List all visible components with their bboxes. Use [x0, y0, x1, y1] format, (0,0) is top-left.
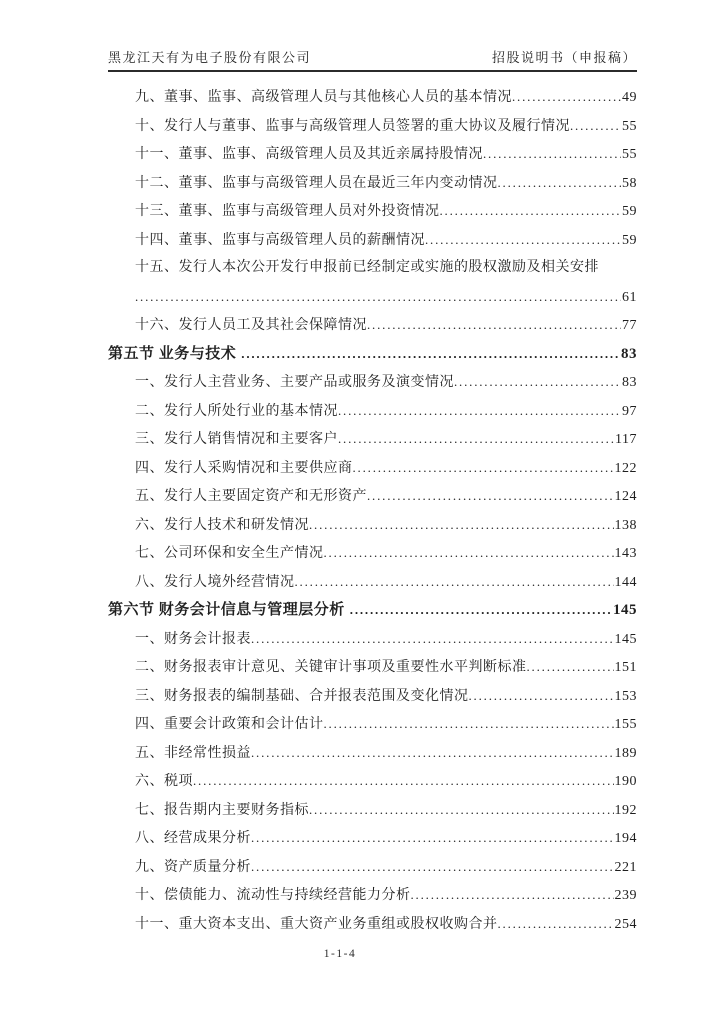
toc-entry-title: 一、财务会计报表 [135, 631, 251, 647]
toc-entry-title: 七、公司环保和安全生产情况 [135, 546, 324, 561]
toc-entry[interactable] [108, 710, 637, 739]
toc-entry-title: 第五节 业务与技术 [108, 345, 237, 362]
toc-entry-page-number: 138 [614, 517, 637, 533]
toc-entry-title: 三、发行人销售情况和主要客户 [135, 432, 338, 447]
toc-entry-page-number: 254 [614, 916, 637, 932]
toc-entry[interactable] [108, 682, 637, 711]
toc-entry-continuation[interactable] [108, 283, 637, 312]
toc-entry-title: 十二、董事、监事与高级管理人员在最近三年内变动情况 [135, 175, 498, 191]
toc-entry[interactable] [108, 397, 637, 426]
toc-entry-page-number: 153 [614, 688, 637, 704]
toc-entry-title: 八、发行人境外经营情况 [135, 574, 295, 590]
toc-entry-title: 二、发行人所处行业的基本情况 [135, 403, 338, 419]
toc-entry-page-number: 55 [622, 118, 637, 134]
toc-entry[interactable] [108, 881, 637, 910]
toc-entry-title: 二、财务报表审计意见、关键审计事项及重要性水平判断标准 [135, 660, 527, 675]
dot-leader [324, 539, 614, 569]
header-company-name: 黑龙江天有为电子股份有限公司 [108, 50, 312, 65]
toc-entry[interactable] [108, 739, 637, 768]
toc-entry-page-number: 189 [614, 745, 637, 761]
toc-entry-page-number: 97 [622, 403, 637, 419]
dot-leader [241, 340, 620, 369]
toc-entry-title: 十六、发行人员工及其社会保障情况 [135, 318, 367, 333]
toc-entry-page-number: 55 [622, 147, 637, 162]
dot-leader [295, 568, 614, 598]
toc-entry[interactable] [108, 226, 637, 255]
header-doc-type: 招股说明书（申报稿） [491, 50, 637, 65]
toc-entry-page-number: 192 [614, 802, 637, 818]
page-footer [0, 948, 680, 960]
toc-entry[interactable] [108, 112, 637, 141]
toc-entry-title: 十、发行人与董事、监事与高级管理人员签署的重大协议及履行情况 [135, 118, 570, 134]
toc-entry-title: 四、重要会计政策和会计估计 [135, 717, 324, 732]
toc-entry[interactable] [108, 853, 637, 882]
toc-entry-page-number: 83 [622, 375, 637, 390]
toc-entry-page-number: 122 [614, 460, 637, 476]
toc-entry[interactable] [108, 910, 637, 939]
toc-entry-title: 第六节 财务会计信息与管理层分析 [108, 602, 345, 618]
toc-entry-page-number: 83 [621, 345, 637, 362]
toc-entry[interactable] [108, 311, 637, 340]
toc-entry[interactable] [108, 568, 637, 597]
dot-leader [135, 283, 621, 313]
toc-entry-page-number: 59 [622, 204, 637, 219]
dot-leader [570, 112, 621, 142]
dot-leader [469, 682, 614, 712]
toc-entry[interactable] [108, 425, 637, 454]
dot-leader [367, 311, 621, 341]
toc-entry[interactable] [108, 653, 637, 682]
toc-entry-title: 十三、董事、监事与高级管理人员对外投资情况 [135, 204, 440, 219]
toc-list [108, 83, 637, 938]
toc-entry-page-number: 145 [613, 602, 637, 618]
dot-leader [251, 625, 614, 655]
toc-entry-title: 九、董事、监事、高级管理人员与其他核心人员的基本情况 [135, 90, 512, 105]
dot-leader [498, 169, 622, 199]
dot-leader [440, 197, 622, 227]
dot-leader [309, 796, 614, 826]
toc-entry[interactable] [108, 140, 637, 169]
toc-entry-page-number: 155 [614, 717, 637, 732]
toc-entry[interactable] [108, 83, 637, 112]
toc-entry-title: 八、经营成果分析 [135, 831, 251, 846]
toc-entry-page-number: 117 [615, 432, 637, 447]
dot-leader [425, 226, 621, 256]
dot-leader [309, 511, 614, 541]
toc-entry-page-number: 239 [614, 888, 637, 903]
toc-entry[interactable] [108, 511, 637, 540]
toc-entry-title: 六、税项 [135, 774, 193, 789]
dot-leader [483, 140, 621, 170]
toc-section-heading[interactable] [108, 340, 637, 369]
footer-page-number: 1-1-4 [323, 948, 357, 960]
toc-entry-page-number: 58 [622, 175, 637, 191]
toc-entry-title: 五、非经常性损益 [135, 745, 251, 761]
dot-leader [527, 653, 614, 683]
dot-leader [338, 397, 621, 427]
toc-entry-title: 十四、董事、监事与高级管理人员的薪酬情况 [135, 232, 425, 248]
toc-entry-page-number: 59 [622, 232, 637, 248]
toc-entry[interactable] [108, 482, 637, 511]
toc-entry[interactable] [108, 625, 637, 654]
dot-leader [350, 596, 612, 625]
dot-leader [338, 425, 614, 455]
toc-entry[interactable] [108, 254, 637, 283]
toc-entry-title: 九、资产质量分析 [135, 859, 251, 875]
toc-entry-page-number: 190 [614, 774, 637, 789]
toc-entry-title: 五、发行人主要固定资产和无形资产 [135, 489, 367, 504]
dot-leader [353, 454, 614, 484]
toc-entry[interactable] [108, 368, 637, 397]
toc-entry[interactable] [108, 824, 637, 853]
toc-section-heading[interactable] [108, 596, 637, 625]
toc-entry-page-number: 124 [614, 489, 637, 504]
toc-entry[interactable] [108, 796, 637, 825]
toc-entry-page-number: 49 [622, 90, 637, 105]
dot-leader [251, 853, 614, 883]
toc-entry-title: 一、发行人主营业务、主要产品或服务及演变情况 [135, 375, 454, 390]
toc-entry-title: 十五、发行人本次公开发行申报前已经制定或实施的股权激励及相关安排 [135, 260, 599, 275]
toc-entry[interactable] [108, 767, 637, 796]
toc-entry-title: 四、发行人采购情况和主要供应商 [135, 460, 353, 476]
toc-entry-page-number: 77 [622, 318, 637, 333]
toc-entry[interactable] [108, 539, 637, 568]
toc-entry-page-number: 145 [614, 631, 637, 647]
toc-entry[interactable] [108, 454, 637, 483]
dot-leader [512, 83, 621, 113]
dot-leader [367, 482, 614, 512]
dot-leader [193, 767, 614, 797]
toc-entry-title: 六、发行人技术和研发情况 [135, 517, 309, 533]
toc-entry-page-number: 143 [614, 546, 637, 561]
toc-entry[interactable] [108, 197, 637, 226]
toc-entry-page-number: 194 [614, 831, 637, 846]
toc-entry-page-number: 61 [622, 289, 637, 305]
toc-entry[interactable] [108, 169, 637, 198]
page-header [108, 47, 637, 72]
dot-leader [324, 710, 614, 740]
dot-leader [498, 910, 614, 940]
toc-entry-page-number: 144 [614, 574, 637, 590]
toc-entry-title: 三、财务报表的编制基础、合并报表范围及变化情况 [135, 688, 469, 704]
dot-leader [411, 881, 614, 911]
toc-entry-page-number: 221 [614, 859, 637, 875]
dot-leader [454, 368, 621, 398]
dot-leader [251, 739, 614, 769]
toc-entry-title: 十一、重大资本支出、重大资产业务重组或股权收购合并 [135, 916, 498, 932]
toc-entry-page-number: 151 [614, 660, 637, 675]
dot-leader [251, 824, 614, 854]
toc-entry-title: 十一、董事、监事、高级管理人员及其近亲属持股情况 [135, 147, 483, 162]
toc-entry-title: 七、报告期内主要财务指标 [135, 802, 309, 818]
toc-entry-title: 十、偿债能力、流动性与持续经营能力分析 [135, 888, 411, 903]
